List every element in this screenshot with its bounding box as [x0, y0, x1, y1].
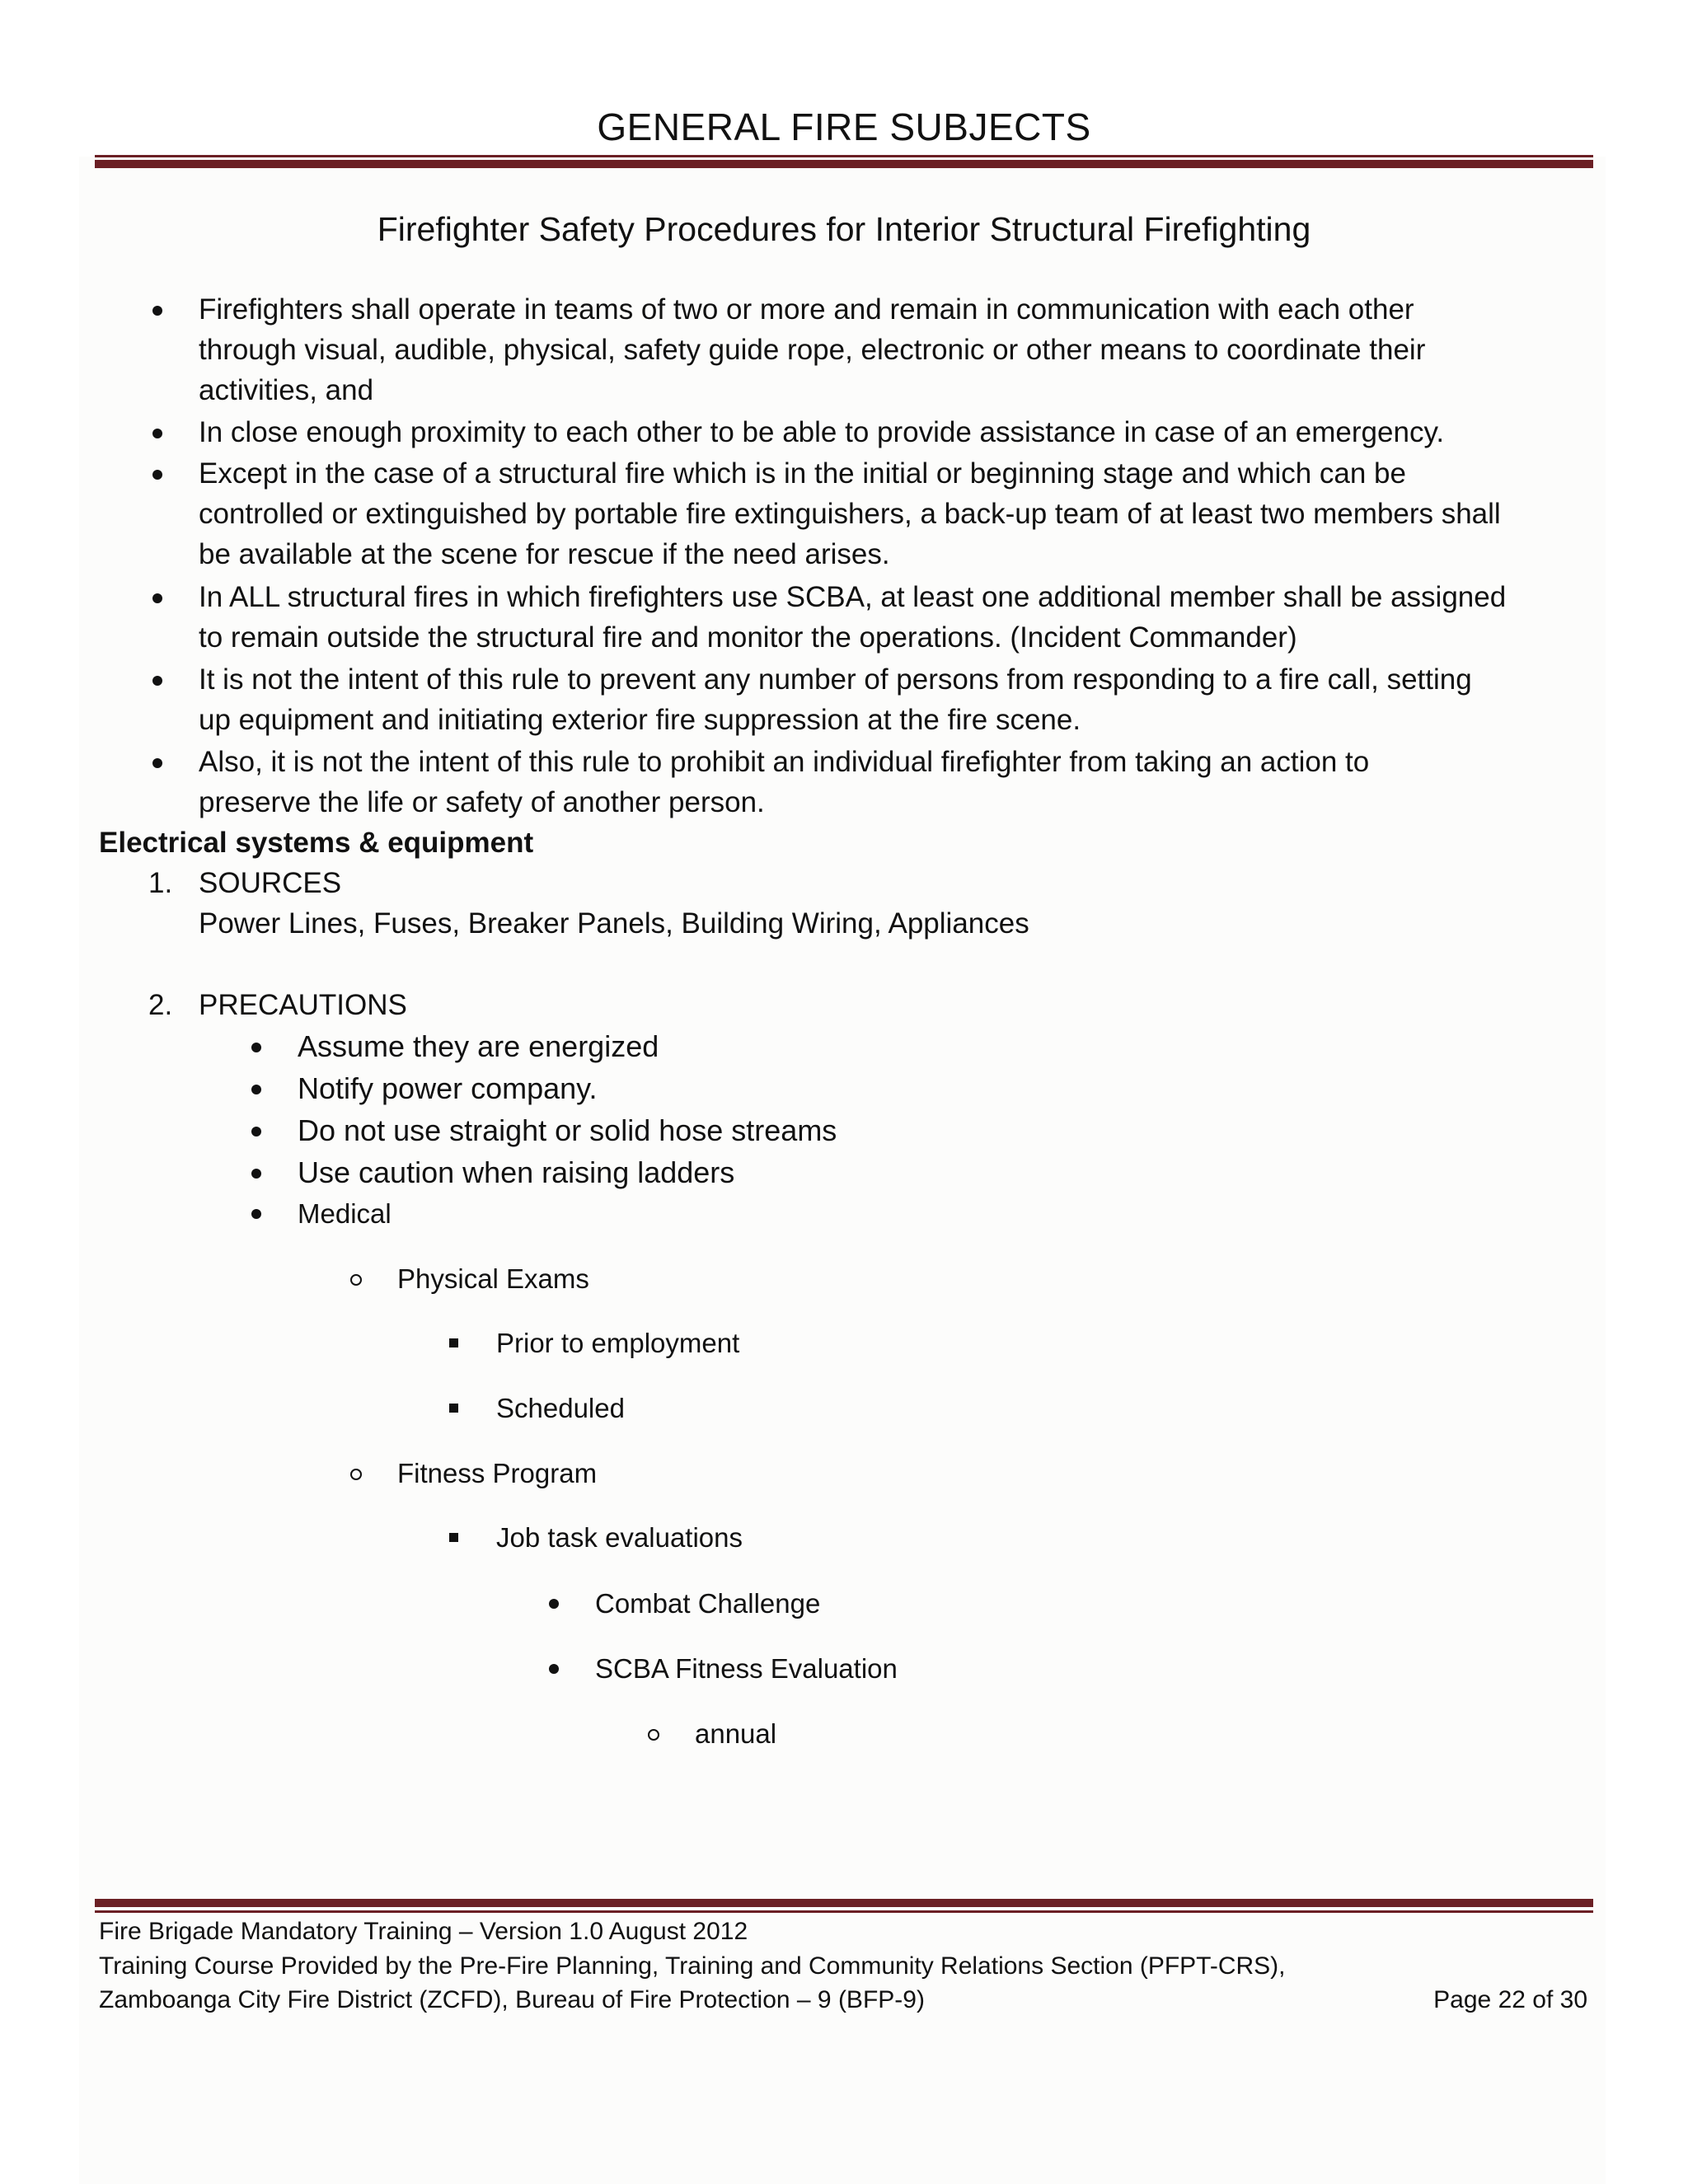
bullet-icon: [152, 758, 162, 768]
physical-exam-item-2: Scheduled: [496, 1393, 625, 1423]
safety-bullet-1-line-3: activities, and: [199, 374, 374, 406]
precautions-label: PRECAUTIONS: [199, 989, 407, 1021]
sources-detail: Power Lines, Fuses, Breaker Panels, Building Wiring, Appliances: [199, 907, 1029, 940]
square-bullet-icon: [449, 1533, 458, 1542]
safety-bullet-3-line-1: Except in the case of a structural fire which is in the initial or beginning stage and which can be: [199, 457, 1406, 490]
sources-label: SOURCES: [199, 867, 342, 899]
bullet-icon: [251, 1085, 261, 1094]
sources-number: 1.: [148, 867, 173, 899]
footer-rule-thick: [95, 1899, 1593, 1907]
precaution-item-1: Assume they are energized: [298, 1029, 659, 1063]
bullet-icon: [251, 1127, 261, 1137]
safety-bullet-5-line-1: It is not the intent of this rule to prevent any number of persons from responding to a fire call, setting: [199, 663, 1472, 696]
safety-bullet-1-line-2: through visual, audible, physical, safety guide rope, electronic or other means to coordinate their: [199, 334, 1426, 366]
safety-bullet-5-line-2: up equipment and initiating exterior fire suppression at the fire scene.: [199, 704, 1081, 736]
electrical-heading: Electrical systems & equipment: [99, 827, 534, 859]
hollow-circle-bullet-icon: [350, 1469, 362, 1480]
precaution-item-4: Use caution when raising ladders: [298, 1155, 735, 1189]
safety-bullet-4-line-2: to remain outside the structural fire and monitor the operations. (Incident Commander): [199, 621, 1297, 654]
safety-bullet-2-line-1: In close enough proximity to each other to be able to provide assistance in case of an emergency.: [199, 416, 1445, 448]
evaluation-frequency: annual: [695, 1718, 777, 1749]
precautions-number: 2.: [148, 989, 173, 1021]
bullet-icon: [152, 306, 162, 316]
safety-bullet-6-line-1: Also, it is not the intent of this rule to prohibit an individual firefighter from taking an action to: [199, 746, 1370, 778]
bullet-icon: [152, 470, 162, 480]
safety-bullet-3-line-3: be available at the scene for rescue if the need arises.: [199, 538, 890, 570]
footer-rule-thin: [95, 1910, 1593, 1913]
bullet-icon: [152, 429, 162, 438]
document-header-title: GENERAL FIRE SUBJECTS: [597, 105, 1091, 148]
precaution-item-2: Notify power company.: [298, 1071, 598, 1105]
bullet-icon: [251, 1169, 261, 1179]
bullet-icon: [549, 1599, 559, 1609]
physical-exam-item-1: Prior to employment: [496, 1328, 740, 1358]
hollow-circle-bullet-icon: [350, 1274, 362, 1286]
safety-bullet-4-line-1: In ALL structural fires in which firefighters use SCBA, at least one additional member shall be assigned: [199, 581, 1507, 613]
safety-bullet-6-line-2: preserve the life or safety of another person.: [199, 786, 765, 818]
precaution-item-5: Medical: [298, 1198, 392, 1229]
header-rule-thin: [95, 155, 1593, 157]
safety-bullet-1-line-1: Firefighters shall operate in teams of two or more and remain in communication with each other: [199, 293, 1414, 326]
footer-page-number: Page 22 of 30: [1433, 1986, 1587, 2013]
bullet-icon: [152, 676, 162, 686]
job-task-label: Job task evaluations: [496, 1522, 743, 1553]
precaution-item-3: Do not use straight or solid hose streams: [298, 1113, 837, 1147]
square-bullet-icon: [449, 1338, 458, 1347]
hollow-circle-bullet-icon: [648, 1729, 659, 1741]
job-task-item-1: Combat Challenge: [595, 1588, 821, 1619]
footer-provider-line: Training Course Provided by the Pre-Fire Planning, Training and Community Relations Section (PFPT-CRS),: [99, 1952, 1286, 1980]
bullet-icon: [152, 593, 162, 603]
job-task-item-2: SCBA Fitness Evaluation: [595, 1653, 898, 1684]
bullet-icon: [549, 1664, 559, 1674]
section-title: Firefighter Safety Procedures for Interior Structural Firefighting: [377, 210, 1311, 248]
bullet-icon: [251, 1209, 261, 1219]
fitness-program-label: Fitness Program: [397, 1458, 598, 1488]
safety-bullet-3-line-2: controlled or extinguished by portable fire extinguishers, a back-up team of at least two members shall: [199, 498, 1501, 530]
footer-district-line: Zamboanga City Fire District (ZCFD), Bureau of Fire Protection – 9 (BFP-9): [99, 1986, 925, 2013]
square-bullet-icon: [449, 1404, 458, 1413]
physical-exams-label: Physical Exams: [397, 1263, 589, 1294]
bullet-icon: [251, 1043, 261, 1052]
header-rule-thick: [95, 160, 1593, 168]
footer-version-line: Fire Brigade Mandatory Training – Version 1.0 August 2012: [99, 1918, 748, 1945]
